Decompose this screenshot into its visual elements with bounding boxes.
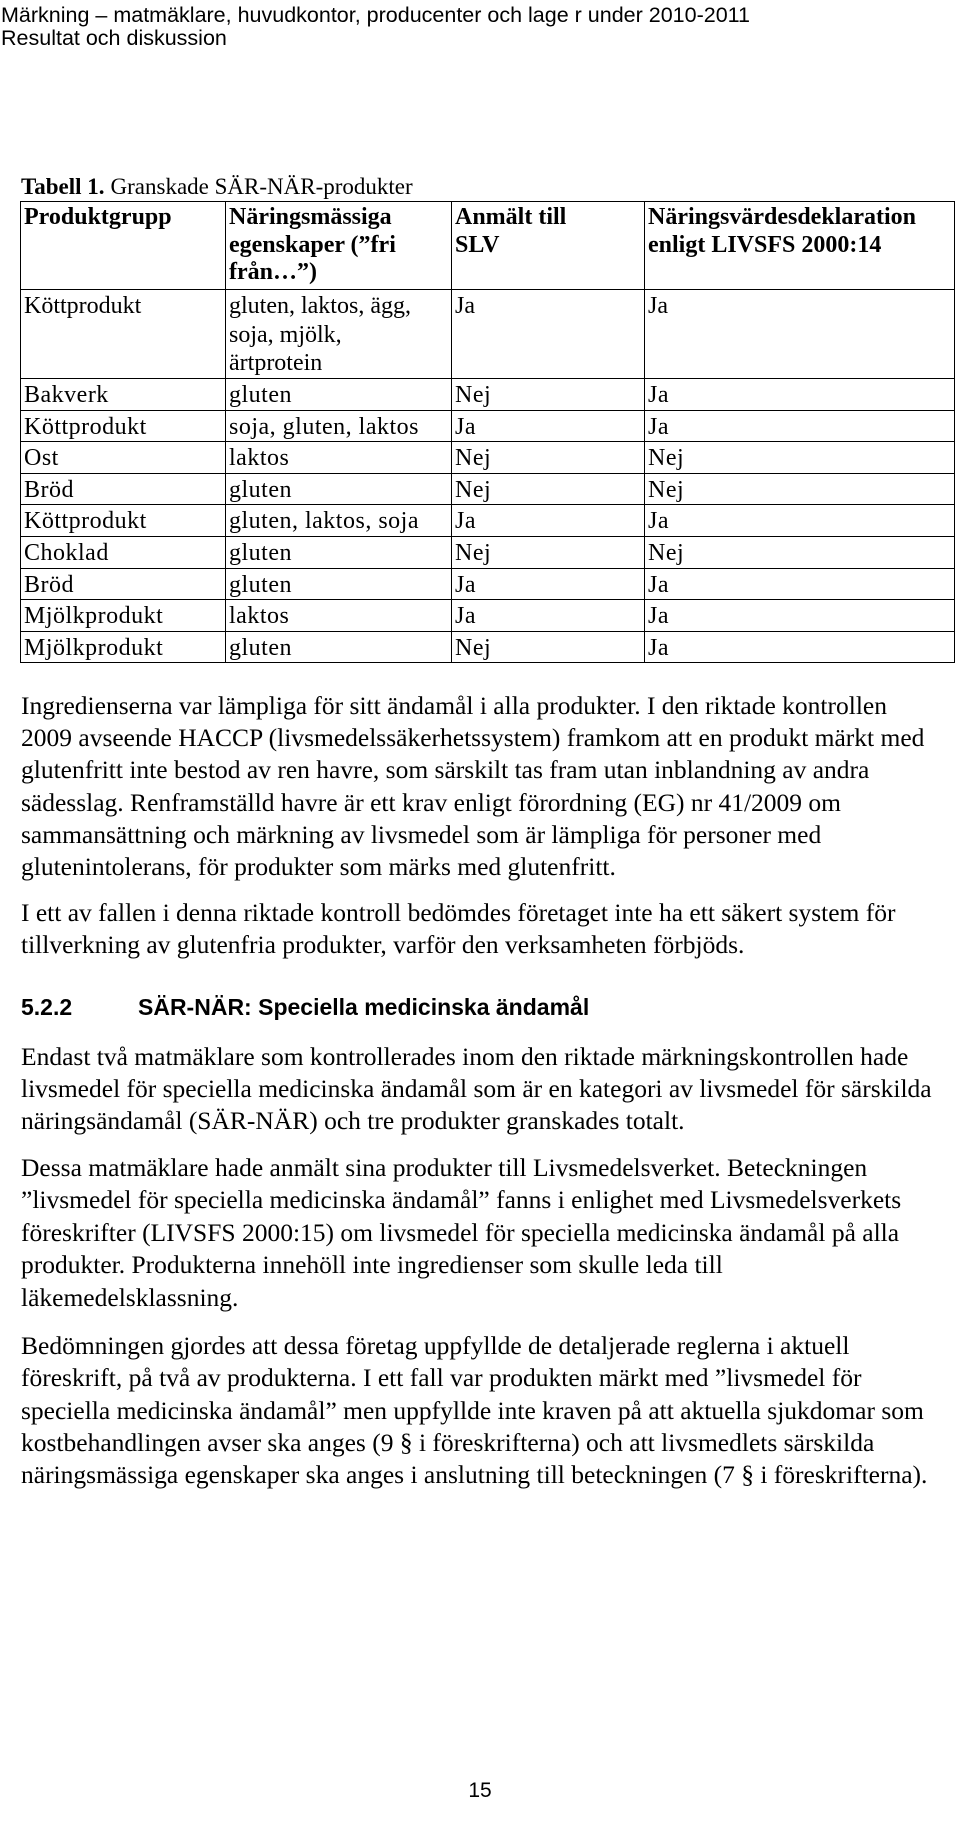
section-heading-number: 5.2.2 xyxy=(21,994,73,1020)
paragraph-line: glutenfritt inte bestod av ren havre, som särskilt tas fram utan inblandning av andra xyxy=(21,755,870,785)
column-header-line: enligt LIVSFS 2000:14 xyxy=(648,231,882,258)
cell-properties: gluten, laktos, soja xyxy=(226,505,452,537)
cell-reported-slv: Ja xyxy=(452,568,645,600)
column-header-line: SLV xyxy=(455,231,500,258)
table-row xyxy=(21,536,955,568)
cell-declaration: Nej xyxy=(645,442,955,474)
paragraph-line: läkemedelsklassning. xyxy=(21,1282,239,1312)
cell-reported-slv: Ja xyxy=(452,290,645,379)
column-header-properties xyxy=(226,202,452,290)
cell-line: ärtprotein xyxy=(229,350,323,376)
cell-line: soja, mjölk, xyxy=(229,321,342,348)
cell-declaration: Ja xyxy=(645,290,955,379)
paragraph-line: föreskrift, på två av produkterna. I ett fall var produkten märkt med ”livsmedel för xyxy=(21,1363,862,1393)
column-header-line: från…”) xyxy=(229,259,317,285)
running-header-title: Märkning – matmäklare, huvudkontor, producenter och lage r under 2010-2011 xyxy=(1,3,750,27)
paragraph-line: näringsmässiga egenskaper ska anges i anslutning till beteckningen (7 § i föreskrifterna). xyxy=(21,1460,928,1490)
cell-declaration: Nej xyxy=(645,473,955,505)
cell-product-group: Bröd xyxy=(21,473,226,505)
cell-properties: soja, gluten, laktos xyxy=(226,410,452,442)
products-table xyxy=(20,201,955,663)
section-heading xyxy=(21,991,589,1023)
cell-declaration: Ja xyxy=(645,631,955,663)
paragraph-line: produkter. Produkterna innehöll inte ingredienser som skulle leda till xyxy=(21,1250,723,1280)
paragraph-brokers xyxy=(21,1041,932,1138)
paragraph-line: livsmedel för speciella medicinska ändamål som är en kategori av livsmedel för särskilda xyxy=(21,1074,932,1104)
paragraph-line: Dessa matmäklare hade anmält sina produkter till Livsmedelsverket. Beteckningen xyxy=(21,1153,868,1182)
column-header-line: Produktgrupp xyxy=(24,204,172,230)
cell-product-group: Choklad xyxy=(21,536,226,568)
paragraph-line: tillverkning av glutenfria produkter, varför den verksamheten förbjöds. xyxy=(21,930,745,960)
cell-product-group: Mjölkprodukt xyxy=(21,631,226,663)
table-row xyxy=(21,473,955,505)
paragraph-line: föreskrifter (LIVSFS 2000:15) om livsmedel för speciella medicinska ändamål på alla xyxy=(21,1217,900,1247)
cell-reported-slv: Ja xyxy=(452,600,645,632)
cell-reported-slv: Nej xyxy=(452,536,645,568)
paragraph-registration xyxy=(21,1152,901,1314)
paragraph-line: Ingredienserna var lämpliga för sitt ändamål i alla produkter. I den riktade kontrollen xyxy=(21,691,887,720)
cell-reported-slv: Ja xyxy=(452,505,645,537)
paragraph-line: 2009 avseende HACCP (livsmedelssäkerhetssystem) framkom att en produkt märkt med xyxy=(21,723,925,753)
section-heading-title: SÄR-NÄR: Speciella medicinska ändamål xyxy=(138,994,590,1020)
paragraph-line: Endast två matmäklare som kontrollerades inom den riktade märkningskontrollen hade xyxy=(21,1042,909,1071)
cell-properties: gluten xyxy=(226,379,452,411)
paragraph-line: sammansättning och märkning av livsmedel som är lämpliga för personer med xyxy=(21,819,822,849)
table-row xyxy=(21,410,955,442)
cell-properties: laktos xyxy=(226,600,452,632)
paragraph-line: I ett av fallen i denna riktade kontroll bedömdes företaget inte ha ett säkert system för xyxy=(21,898,896,927)
cell-properties: gluten xyxy=(226,536,452,568)
cell-declaration: Ja xyxy=(645,600,955,632)
table-caption-label: Tabell 1. xyxy=(21,174,105,199)
cell-properties: gluten xyxy=(226,568,452,600)
cell-product-group: Ost xyxy=(21,442,226,474)
running-header-section: Resultat och diskussion xyxy=(1,26,227,50)
paragraph-line: sädesslag. Renframställd havre är ett krav enligt förordning (EG) nr 41/2009 om xyxy=(21,787,842,817)
cell-product-group: Köttprodukt xyxy=(21,410,226,442)
cell-product-group: Köttprodukt xyxy=(21,505,226,537)
cell-reported-slv: Nej xyxy=(452,379,645,411)
cell-properties: gluten xyxy=(226,473,452,505)
column-header-product-group xyxy=(21,202,226,290)
paragraph-line: speciella medicinska ändamål” men uppfyllde inte kraven på att aktuella sjukdomar som xyxy=(21,1395,924,1425)
table-caption xyxy=(21,175,413,199)
paragraph-control-case xyxy=(21,897,895,961)
page-number: 15 xyxy=(468,1779,492,1802)
cell-properties: laktos xyxy=(226,442,452,474)
cell-reported-slv: Nej xyxy=(452,631,645,663)
cell-product-group: Bakverk xyxy=(21,379,226,411)
paragraph-line: Bedömningen gjordes att dessa företag uppfyllde de detaljerade reglerna i aktuell xyxy=(21,1331,850,1360)
table-row xyxy=(21,631,955,663)
cell-declaration: Nej xyxy=(645,536,955,568)
table-row xyxy=(21,600,955,632)
table-row xyxy=(21,568,955,600)
cell-line: gluten, laktos, ägg, xyxy=(229,293,411,319)
cell-properties: gluten xyxy=(226,631,452,663)
column-header-line: egenskaper (”fri xyxy=(229,231,396,258)
cell-reported-slv: Ja xyxy=(452,410,645,442)
paragraph-line: glutenintolerans, för produkter som märks med glutenfritt. xyxy=(21,852,616,882)
running-header xyxy=(1,4,750,50)
table-header-row xyxy=(21,202,955,290)
table-row xyxy=(21,290,955,379)
cell-product-group: Bröd xyxy=(21,568,226,600)
cell-product-group: Mjölkprodukt xyxy=(21,600,226,632)
cell-declaration: Ja xyxy=(645,410,955,442)
cell-reported-slv: Nej xyxy=(452,442,645,474)
column-header-line: Näringsvärdesdeklaration xyxy=(648,204,917,230)
cell-declaration: Ja xyxy=(645,379,955,411)
table-row xyxy=(21,505,955,537)
table-row xyxy=(21,379,955,411)
paragraph-assessment xyxy=(21,1330,927,1491)
table-row xyxy=(21,442,955,474)
cell-declaration: Ja xyxy=(645,568,955,600)
paragraph-line: ”livsmedel för speciella medicinska ändamål” fanns i enlighet med Livsmedelsverkets xyxy=(21,1185,902,1215)
column-header-declaration xyxy=(645,202,955,290)
paragraph-line: näringsändamål (SÄR-NÄR) och tre produkter granskades totalt. xyxy=(21,1106,685,1136)
cell-product-group: Köttprodukt xyxy=(21,290,226,379)
cell-properties xyxy=(226,290,452,379)
paragraph-ingredients xyxy=(21,690,924,883)
column-header-line: Anmält till xyxy=(455,204,567,230)
paragraph-line: kostbehandlingen avser ska anges (9 § i föreskrifterna) och att livsmedlets särskilda xyxy=(21,1427,875,1457)
table-caption-text: Granskade SÄR-NÄR-produkter xyxy=(110,174,413,199)
column-header-reported-slv xyxy=(452,202,645,290)
column-header-line: Näringsmässiga xyxy=(229,204,392,230)
cell-reported-slv: Nej xyxy=(452,473,645,505)
cell-declaration: Ja xyxy=(645,505,955,537)
